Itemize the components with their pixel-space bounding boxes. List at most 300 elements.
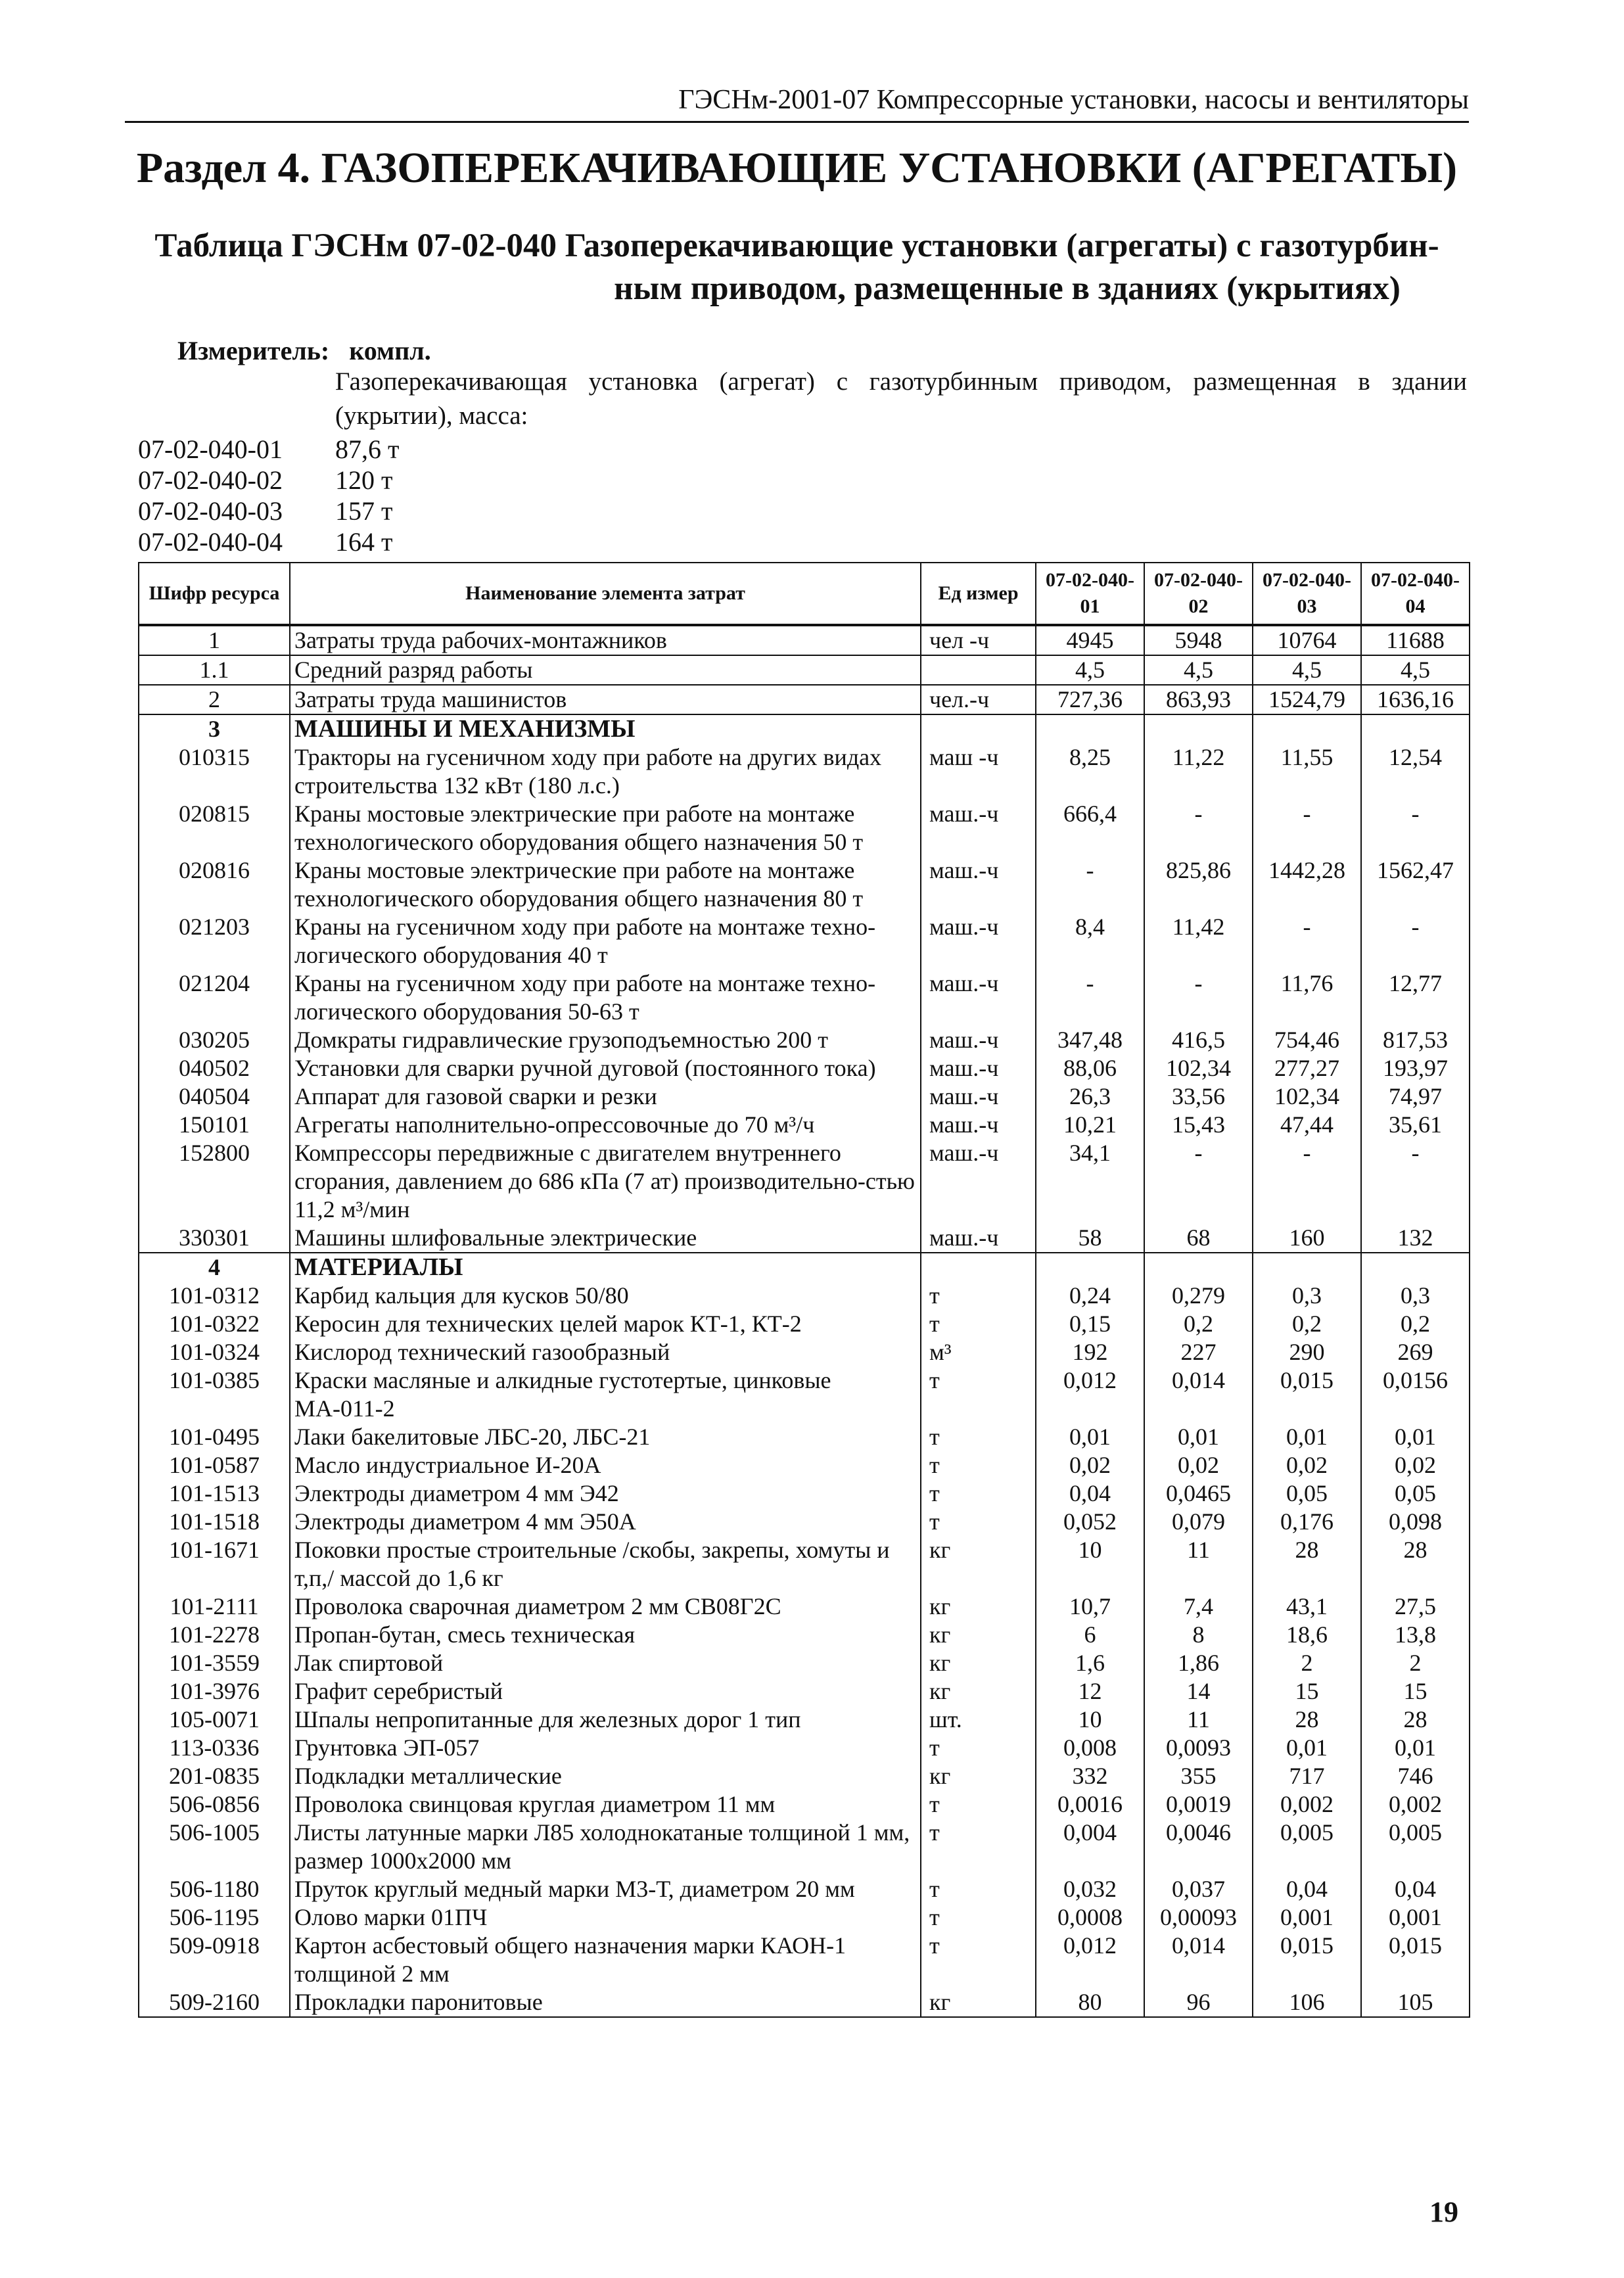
row-unit: кг [921, 1762, 1036, 1790]
row-value-4: 28 [1361, 1706, 1470, 1734]
row-unit: кг [921, 1649, 1036, 1677]
row-value-1: 12 [1036, 1677, 1144, 1706]
table-row [139, 1988, 1470, 2017]
row-code: 101-0587 [139, 1451, 290, 1479]
row-value-4: 1636,16 [1361, 685, 1470, 714]
table-body [139, 625, 1470, 2017]
row-value-4: 74,97 [1361, 1082, 1470, 1111]
row-name: Компрессоры передвижные с двигателем внутреннего сгорания, давлением до 686 кПа (7 ат) производительно-стью 11,2 м³/мин [290, 1139, 921, 1224]
row-value-3: 0,01 [1253, 1734, 1361, 1762]
row-value-3: 43,1 [1253, 1592, 1361, 1621]
row-value-3: 15 [1253, 1677, 1361, 1706]
header-divider [125, 121, 1469, 123]
row-value-4: - [1361, 1139, 1470, 1224]
row-code: 1 [139, 625, 290, 655]
row-code: 101-3976 [139, 1677, 290, 1706]
row-value-1: 0,052 [1036, 1508, 1144, 1536]
row-value-1: 4945 [1036, 625, 1144, 655]
table-row [139, 1734, 1470, 1762]
row-name: МАТЕРИАЛЫ [290, 1253, 921, 1282]
row-value-2: 355 [1144, 1762, 1253, 1790]
row-value-1: 8,4 [1036, 913, 1144, 969]
row-name: МАШИНЫ И МЕХАНИЗМЫ [290, 714, 921, 743]
header-col-2: 07-02-040-02 [1144, 563, 1253, 625]
row-value-3: 0,176 [1253, 1508, 1361, 1536]
row-unit: маш.-ч [921, 913, 1036, 969]
table-row [139, 1903, 1470, 1932]
row-unit: т [921, 1932, 1036, 1988]
row-unit: маш -ч [921, 743, 1036, 800]
row-value-2: 0,01 [1144, 1423, 1253, 1451]
row-value-1: 26,3 [1036, 1082, 1144, 1111]
row-name: Олово марки 01ПЧ [290, 1903, 921, 1932]
row-name: Тракторы на гусеничном ходу при работе на других видах строительства 132 кВт (180 л.с.) [290, 743, 921, 800]
row-value-2: 1,86 [1144, 1649, 1253, 1677]
row-name: Установки для сварки ручной дуговой (постоянного тока) [290, 1054, 921, 1082]
row-value-4: 0,0156 [1361, 1366, 1470, 1423]
row-code: 040504 [139, 1082, 290, 1111]
row-name: Краски масляные и алкидные густотертые, цинковые МА-011-2 [290, 1366, 921, 1423]
row-code: 105-0071 [139, 1706, 290, 1734]
row-value-2: - [1144, 969, 1253, 1026]
row-code: 506-1195 [139, 1903, 290, 1932]
row-value-3: 754,46 [1253, 1026, 1361, 1054]
row-code: 101-0324 [139, 1338, 290, 1366]
table-row [139, 1423, 1470, 1451]
row-unit: маш.-ч [921, 1054, 1036, 1082]
row-value-3: 0,015 [1253, 1932, 1361, 1988]
row-unit: кг [921, 1988, 1036, 2017]
row-value-3: 18,6 [1253, 1621, 1361, 1649]
row-value-2: 102,34 [1144, 1054, 1253, 1082]
row-name: Аппарат для газовой сварки и резки [290, 1082, 921, 1111]
header-code: Шифр ресурса [139, 563, 290, 625]
row-unit: кг [921, 1592, 1036, 1621]
row-value-4: 0,002 [1361, 1790, 1470, 1819]
row-value-4: 132 [1361, 1224, 1470, 1253]
row-value-3: - [1253, 913, 1361, 969]
row-value-1: 192 [1036, 1338, 1144, 1366]
row-unit: маш.-ч [921, 1224, 1036, 1253]
row-value-1 [1036, 714, 1144, 743]
row-code: 101-0312 [139, 1282, 290, 1310]
row-value-3: 28 [1253, 1706, 1361, 1734]
row-value-1: 0,008 [1036, 1734, 1144, 1762]
row-name: Кислород технический газообразный [290, 1338, 921, 1366]
row-name: Картон асбестовый общего назначения марки КАОН-1 толщиной 2 мм [290, 1932, 921, 1988]
row-name: Лаки бакелитовые ЛБС-20, ЛБС-21 [290, 1423, 921, 1451]
table-row [139, 800, 1470, 856]
row-name: Масло индустриальное И-20А [290, 1451, 921, 1479]
row-code: 101-0495 [139, 1423, 290, 1451]
row-value-2: 0,0093 [1144, 1734, 1253, 1762]
row-value-2: 8 [1144, 1621, 1253, 1649]
row-name: Пруток круглый медный марки М3-Т, диаметром 20 мм [290, 1875, 921, 1903]
row-name: Проволока сварочная диаметром 2 мм СВ08Г2С [290, 1592, 921, 1621]
table-row [139, 655, 1470, 685]
header-col-3: 07-02-040-03 [1253, 563, 1361, 625]
row-value-4: 12,77 [1361, 969, 1470, 1026]
measure-label: Измеритель: [177, 336, 330, 365]
row-value-1: 34,1 [1036, 1139, 1144, 1224]
variant-value: 164 т [335, 527, 393, 557]
row-value-3: 0,015 [1253, 1366, 1361, 1423]
variant-code: 07-02-040-01 [138, 434, 283, 464]
row-unit: кг [921, 1536, 1036, 1592]
row-value-4: 12,54 [1361, 743, 1470, 800]
row-value-4: 0,01 [1361, 1423, 1470, 1451]
row-name: Графит серебристый [290, 1677, 921, 1706]
row-value-1: 10,7 [1036, 1592, 1144, 1621]
row-value-1: 0,15 [1036, 1310, 1144, 1338]
variant-row [138, 434, 399, 465]
table-row [139, 969, 1470, 1026]
row-unit: т [921, 1790, 1036, 1819]
row-code: 101-1518 [139, 1508, 290, 1536]
row-value-3: 290 [1253, 1338, 1361, 1366]
row-value-4: 13,8 [1361, 1621, 1470, 1649]
row-unit [921, 714, 1036, 743]
table-row [139, 913, 1470, 969]
row-value-4: 269 [1361, 1338, 1470, 1366]
row-value-2: 5948 [1144, 625, 1253, 655]
page-number: 19 [1429, 2196, 1458, 2228]
row-value-4: 35,61 [1361, 1111, 1470, 1139]
row-name: Домкраты гидравлические грузоподъемностью 200 т [290, 1026, 921, 1054]
table-row [139, 1026, 1470, 1054]
row-value-4: 15 [1361, 1677, 1470, 1706]
row-unit: маш.-ч [921, 1082, 1036, 1111]
row-unit: м³ [921, 1338, 1036, 1366]
row-value-1: 332 [1036, 1762, 1144, 1790]
row-unit: шт. [921, 1706, 1036, 1734]
row-value-2: 227 [1144, 1338, 1253, 1366]
row-value-1: 88,06 [1036, 1054, 1144, 1082]
table-row [139, 1111, 1470, 1139]
header-name: Наименование элемента затрат [290, 563, 921, 625]
row-code: 150101 [139, 1111, 290, 1139]
row-value-2: - [1144, 800, 1253, 856]
row-value-4: 1562,47 [1361, 856, 1470, 913]
row-unit: т [921, 1282, 1036, 1310]
row-name: Прокладки паронитовые [290, 1988, 921, 2017]
row-value-1: 0,012 [1036, 1366, 1144, 1423]
table-row [139, 685, 1470, 714]
variant-value: 157 т [335, 496, 393, 526]
row-unit: т [921, 1451, 1036, 1479]
row-code: 509-2160 [139, 1988, 290, 2017]
row-unit: т [921, 1479, 1036, 1508]
row-name: Электроды диаметром 4 мм Э42 [290, 1479, 921, 1508]
row-code: 020815 [139, 800, 290, 856]
row-value-2: 0,279 [1144, 1282, 1253, 1310]
row-value-4: 4,5 [1361, 655, 1470, 685]
row-unit: маш.-ч [921, 1139, 1036, 1224]
table-title-line2: ным приводом, размещенные в зданиях (укрытиях) [614, 270, 1401, 307]
row-value-4 [1361, 714, 1470, 743]
row-code: 020816 [139, 856, 290, 913]
variant-code: 07-02-040-03 [138, 496, 283, 526]
row-value-2 [1144, 714, 1253, 743]
row-name: Поковки простые строительные /скобы, закрепы, хомуты и т,п,/ массой до 1,6 кг [290, 1536, 921, 1592]
row-code: 101-0385 [139, 1366, 290, 1423]
row-value-4: 817,53 [1361, 1026, 1470, 1054]
row-value-3: 0,05 [1253, 1479, 1361, 1508]
variant-value: 87,6 т [335, 434, 400, 464]
row-value-2: 7,4 [1144, 1592, 1253, 1621]
row-code: 330301 [139, 1224, 290, 1253]
row-code: 3 [139, 714, 290, 743]
row-value-3: 106 [1253, 1988, 1361, 2017]
row-value-3 [1253, 714, 1361, 743]
row-value-2: 0,037 [1144, 1875, 1253, 1903]
row-unit: кг [921, 1677, 1036, 1706]
row-unit: т [921, 1366, 1036, 1423]
row-name: Пропан-бутан, смесь техническая [290, 1621, 921, 1649]
table-row [139, 1592, 1470, 1621]
row-value-3: 28 [1253, 1536, 1361, 1592]
row-name: Краны мостовые электрические при работе на монтаже технологического оборудования общего назначения 80 т [290, 856, 921, 913]
row-value-2: 0,014 [1144, 1932, 1253, 1988]
row-value-3: 1524,79 [1253, 685, 1361, 714]
row-value-4: 105 [1361, 1988, 1470, 2017]
row-value-1: 0,01 [1036, 1423, 1144, 1451]
row-unit: т [921, 1903, 1036, 1932]
row-name: Краны на гусеничном ходу при работе на монтаже техно-логического оборудования 50-63 т [290, 969, 921, 1026]
running-header: ГЭСНм-2001-07 Компрессорные установки, насосы и вентиляторы [678, 85, 1469, 115]
row-code: 4 [139, 1253, 290, 1282]
row-value-4: 11688 [1361, 625, 1470, 655]
row-name: Карбид кальция для кусков 50/80 [290, 1282, 921, 1310]
row-code: 101-1513 [139, 1479, 290, 1508]
variant-code: 07-02-040-02 [138, 465, 283, 495]
table-header-row [139, 563, 1470, 625]
row-value-2: 863,93 [1144, 685, 1253, 714]
row-value-4: - [1361, 913, 1470, 969]
row-code: 040502 [139, 1054, 290, 1082]
table-row [139, 1082, 1470, 1111]
table-row [139, 1224, 1470, 1253]
row-value-1 [1036, 1253, 1144, 1282]
row-value-4: 0,02 [1361, 1451, 1470, 1479]
row-unit: маш.-ч [921, 856, 1036, 913]
row-value-3: - [1253, 1139, 1361, 1224]
row-value-2: 11 [1144, 1536, 1253, 1592]
row-value-1: - [1036, 856, 1144, 913]
row-unit: маш.-ч [921, 800, 1036, 856]
table-row [139, 1932, 1470, 1988]
row-value-4: 0,05 [1361, 1479, 1470, 1508]
variant-row [138, 465, 392, 496]
row-value-2: 33,56 [1144, 1082, 1253, 1111]
table-row [139, 1139, 1470, 1224]
row-name: Машины шлифовальные электрические [290, 1224, 921, 1253]
row-value-3: 0,001 [1253, 1903, 1361, 1932]
row-value-2: 0,0465 [1144, 1479, 1253, 1508]
row-unit: т [921, 1819, 1036, 1875]
table-row [139, 1819, 1470, 1875]
row-value-3: 0,3 [1253, 1282, 1361, 1310]
row-value-4: 27,5 [1361, 1592, 1470, 1621]
row-name: Лак спиртовой [290, 1649, 921, 1677]
table-row [139, 1282, 1470, 1310]
row-value-1: 80 [1036, 1988, 1144, 2017]
row-value-3: - [1253, 800, 1361, 856]
row-value-3: 277,27 [1253, 1054, 1361, 1082]
row-value-3: 0,02 [1253, 1451, 1361, 1479]
row-code: 101-2111 [139, 1592, 290, 1621]
row-value-2: 0,00093 [1144, 1903, 1253, 1932]
row-value-4: 0,001 [1361, 1903, 1470, 1932]
row-value-1: 6 [1036, 1621, 1144, 1649]
row-value-1: 58 [1036, 1224, 1144, 1253]
row-name: Краны мостовые электрические при работе на монтаже технологического оборудования общего назначения 50 т [290, 800, 921, 856]
row-value-3: 0,01 [1253, 1423, 1361, 1451]
row-unit: маш.-ч [921, 1026, 1036, 1054]
row-value-3: 1442,28 [1253, 856, 1361, 913]
table-row [139, 1790, 1470, 1819]
table-row [139, 1508, 1470, 1536]
row-code: 021203 [139, 913, 290, 969]
table-row [139, 1054, 1470, 1082]
measure-value: компл. [349, 336, 431, 365]
table-row [139, 1479, 1470, 1508]
row-code: 010315 [139, 743, 290, 800]
row-value-1: 8,25 [1036, 743, 1144, 800]
row-value-3: 717 [1253, 1762, 1361, 1790]
row-value-1: 0,032 [1036, 1875, 1144, 1903]
row-value-3: 0,002 [1253, 1790, 1361, 1819]
row-value-1: 0,004 [1036, 1819, 1144, 1875]
row-value-2: 0,079 [1144, 1508, 1253, 1536]
row-value-4: 0,01 [1361, 1734, 1470, 1762]
row-value-1: 0,012 [1036, 1932, 1144, 1988]
row-code: 113-0336 [139, 1734, 290, 1762]
row-value-3: 160 [1253, 1224, 1361, 1253]
row-value-4: 0,04 [1361, 1875, 1470, 1903]
row-value-4: 746 [1361, 1762, 1470, 1790]
row-value-2: 0,0046 [1144, 1819, 1253, 1875]
row-value-2: - [1144, 1139, 1253, 1224]
row-value-3: 2 [1253, 1649, 1361, 1677]
row-value-3: 4,5 [1253, 655, 1361, 685]
row-value-4 [1361, 1253, 1470, 1282]
row-value-2: 416,5 [1144, 1026, 1253, 1054]
row-unit: кг [921, 1621, 1036, 1649]
table-row [139, 1451, 1470, 1479]
row-value-2: 0,2 [1144, 1310, 1253, 1338]
row-value-2 [1144, 1253, 1253, 1282]
row-code: 506-1180 [139, 1875, 290, 1903]
row-unit [921, 655, 1036, 685]
row-code: 152800 [139, 1139, 290, 1224]
row-name: Грунтовка ЭП-057 [290, 1734, 921, 1762]
table-row [139, 1649, 1470, 1677]
row-name: Краны на гусеничном ходу при работе на монтаже техно-логического оборудования 40 т [290, 913, 921, 969]
row-value-3: 0,2 [1253, 1310, 1361, 1338]
table-row [139, 1536, 1470, 1592]
row-name: Затраты труда рабочих-монтажников [290, 625, 921, 655]
row-value-4: 0,015 [1361, 1932, 1470, 1988]
table-row [139, 1366, 1470, 1423]
table-row [139, 743, 1470, 800]
row-name: Электроды диаметром 4 мм Э50А [290, 1508, 921, 1536]
table-row [139, 1762, 1470, 1790]
row-value-4: 2 [1361, 1649, 1470, 1677]
row-name: Подкладки металлические [290, 1762, 921, 1790]
row-code: 030205 [139, 1026, 290, 1054]
row-value-4: 0,005 [1361, 1819, 1470, 1875]
row-value-2: 11 [1144, 1706, 1253, 1734]
row-value-1: 0,0008 [1036, 1903, 1144, 1932]
row-unit: т [921, 1875, 1036, 1903]
row-value-1: - [1036, 969, 1144, 1026]
row-value-3 [1253, 1253, 1361, 1282]
row-value-2: 11,42 [1144, 913, 1253, 969]
row-value-1: 0,04 [1036, 1479, 1144, 1508]
row-code: 1.1 [139, 655, 290, 685]
row-value-3: 11,76 [1253, 969, 1361, 1026]
row-code: 101-3559 [139, 1649, 290, 1677]
row-unit: т [921, 1508, 1036, 1536]
row-unit: т [921, 1734, 1036, 1762]
row-value-1: 10 [1036, 1536, 1144, 1592]
row-unit: т [921, 1423, 1036, 1451]
row-value-1: 10,21 [1036, 1111, 1144, 1139]
row-unit: чел.-ч [921, 685, 1036, 714]
section-title: Раздел 4. ГАЗОПЕРЕКАЧИВАЮЩИЕ УСТАНОВКИ (АГРЕГАТЫ) [136, 144, 1458, 192]
row-value-4: 0,2 [1361, 1310, 1470, 1338]
header-col-1: 07-02-040-01 [1036, 563, 1144, 625]
variant-row [138, 526, 392, 557]
row-value-1: 347,48 [1036, 1026, 1144, 1054]
row-value-2: 68 [1144, 1224, 1253, 1253]
row-value-4: 193,97 [1361, 1054, 1470, 1082]
row-code: 201-0835 [139, 1762, 290, 1790]
row-name: Агрегаты наполнительно-опрессовочные до 70 м³/ч [290, 1111, 921, 1139]
table-row [139, 1310, 1470, 1338]
row-value-2: 0,014 [1144, 1366, 1253, 1423]
table-row [139, 625, 1470, 655]
row-unit: чел -ч [921, 625, 1036, 655]
row-value-4: - [1361, 800, 1470, 856]
row-code: 021204 [139, 969, 290, 1026]
table-row [139, 1621, 1470, 1649]
table-row [139, 1706, 1470, 1734]
row-unit: т [921, 1310, 1036, 1338]
row-unit [921, 1253, 1036, 1282]
row-code: 2 [139, 685, 290, 714]
row-code: 101-0322 [139, 1310, 290, 1338]
row-name: Затраты труда машинистов [290, 685, 921, 714]
header-unit: Ед измер [921, 563, 1036, 625]
row-value-1: 666,4 [1036, 800, 1144, 856]
row-value-2: 0,02 [1144, 1451, 1253, 1479]
row-code: 509-0918 [139, 1932, 290, 1988]
measure [177, 335, 431, 366]
row-value-1: 0,24 [1036, 1282, 1144, 1310]
row-value-2: 15,43 [1144, 1111, 1253, 1139]
row-value-1: 727,36 [1036, 685, 1144, 714]
row-name: Шпалы непропитанные для железных дорог 1 тип [290, 1706, 921, 1734]
table-row [139, 1338, 1470, 1366]
row-value-2: 11,22 [1144, 743, 1253, 800]
table-group-row [139, 714, 1470, 743]
row-name: Керосин для технических целей марок КТ-1, КТ-2 [290, 1310, 921, 1338]
row-value-2: 96 [1144, 1988, 1253, 2017]
variant-value: 120 т [335, 465, 393, 495]
description: Газоперекачивающая установка (агрегат) с газотурбинным приводом, размещенная в здании (укрытии), масса: [335, 367, 1467, 430]
